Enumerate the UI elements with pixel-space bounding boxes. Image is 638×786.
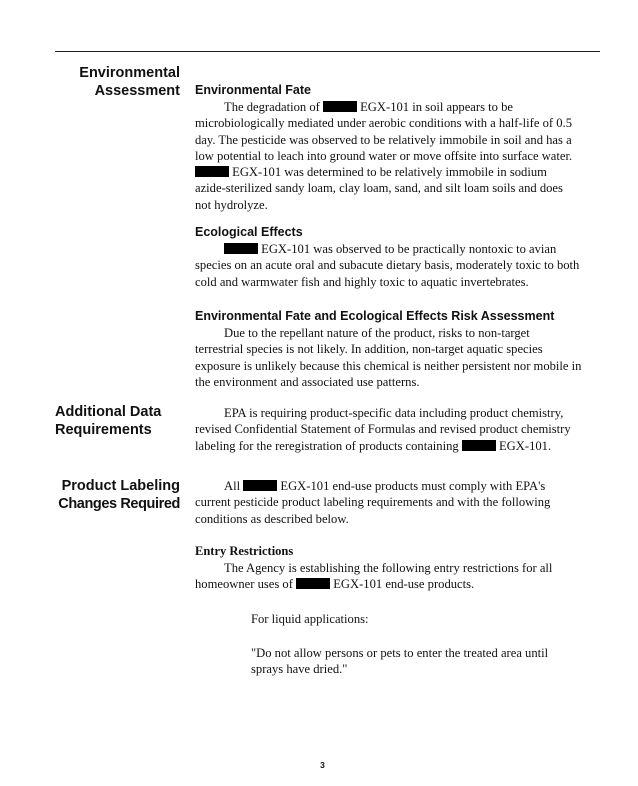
risk-assessment-heading: Environmental Fate and Ecological Effects Risk Assessment	[195, 309, 555, 323]
redaction-box	[224, 243, 258, 254]
section-heading-line: Additional Data	[55, 404, 162, 420]
environmental-fate-paragraph: The degradation of EGX-101 in soil appears to be microbiologically mediated under aerobic conditions with a half-life of 0.5 day. The pesticide was observed to be relatively immobile in soil and has a low potential to leach into ground water or move offsite into surface water. EGX-101 was determined to be relatively immobile in sodium azide-sterilized sandy loam, clay loam, sand, and silt loam soils and does not hydrolyze.	[195, 100, 573, 212]
redaction-box	[323, 101, 357, 112]
section-heading-environmental-assessment	[79, 64, 180, 100]
redaction-box	[296, 578, 330, 589]
entry-restrictions-heading: Entry Restrictions	[195, 544, 294, 558]
ecological-effects-heading: Ecological Effects	[195, 225, 303, 239]
top-rule	[55, 51, 600, 52]
section-heading-line: Requirements	[55, 422, 152, 438]
section-heading-line: Environmental	[79, 65, 180, 81]
entry-restriction-quote: "Do not allow persons or pets to enter the treated area until sprays have dried."	[251, 646, 549, 677]
liquid-applications-label: For liquid applications:	[251, 612, 369, 626]
page-number: 3	[320, 760, 325, 770]
risk-assessment-paragraph: Due to the repellant nature of the product, risks to non-target terrestrial species is not likely. In addition, non-target aquatic species exposure is unlikely because this chemical is neither persistent nor mobile in the environment and associated use patterns.	[195, 326, 582, 389]
redaction-box	[243, 480, 277, 491]
environmental-fate-heading: Environmental Fate	[195, 83, 311, 97]
section-heading-line: Assessment	[94, 83, 180, 99]
entry-restrictions-paragraph: The Agency is establishing the following entry restrictions for all homeowner uses of EGX-101 end-use products.	[195, 561, 553, 592]
section-heading-line: Product Labeling	[61, 478, 180, 494]
section-heading-additional-data	[55, 403, 161, 439]
ecological-effects-paragraph: EGX-101 was observed to be practically nontoxic to avian species on an acute oral and subacute dietary basis, moderately toxic to both cold and warmwater fish and highly toxic to aquatic invertebrates.	[195, 242, 580, 289]
product-labeling-paragraph: All EGX-101 end-use products must comply with EPA's current pesticide product labeling requirements and with the following conditions as described below.	[195, 479, 551, 526]
section-heading-product-labeling	[58, 477, 180, 513]
redaction-box	[195, 166, 229, 177]
redaction-box	[462, 440, 496, 451]
additional-data-paragraph: EPA is requiring product-specific data including product chemistry, revised Confidential Statement of Formulas and revised product chemistry labeling for the reregistration of products containing EGX-101.	[195, 406, 571, 453]
section-heading-line: Changes Required	[58, 496, 180, 512]
